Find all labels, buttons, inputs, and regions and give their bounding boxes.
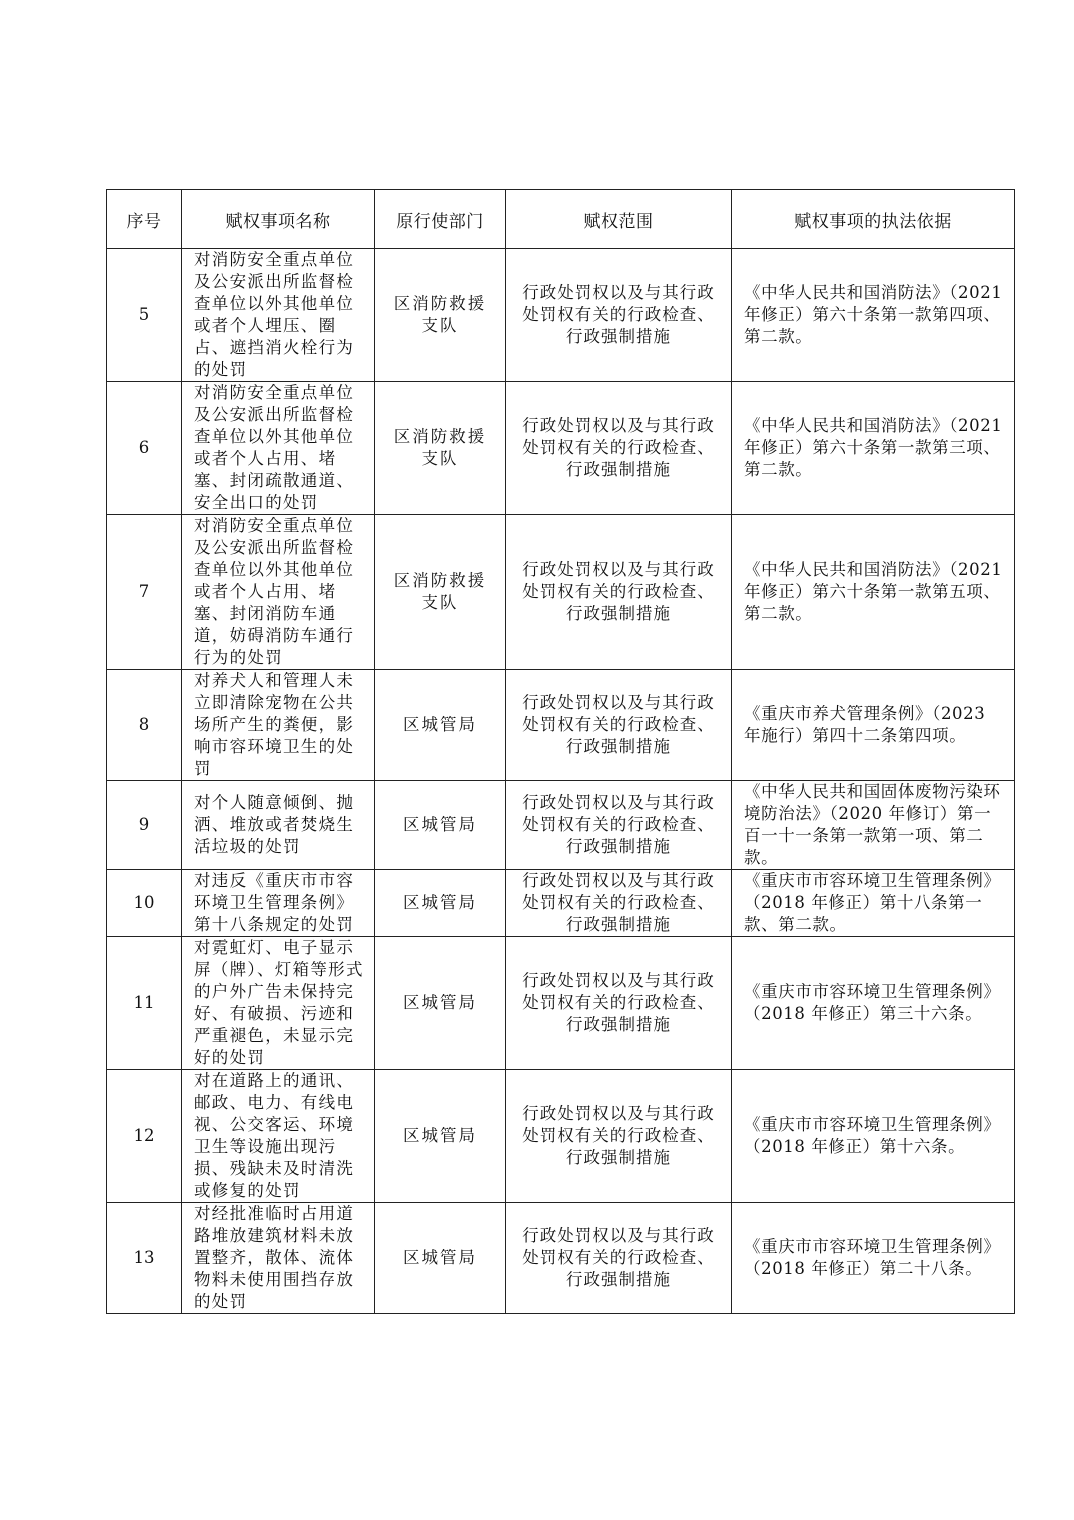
legal-basis: 《中华人民共和国消防法》（2021 年修正）第六十条第一款第三项、第二款。 <box>732 382 1015 515</box>
original-department: 区消防救援支队 <box>375 249 506 382</box>
table-row <box>107 1203 1015 1314</box>
row-number: 13 <box>107 1203 182 1314</box>
table-row <box>107 781 1015 870</box>
authorization-scope: 行政处罚权以及与其行政处罚权有关的行政检查、行政强制措施 <box>506 1203 732 1314</box>
original-department: 区城管局 <box>375 937 506 1070</box>
legal-basis: 《重庆市市容环境卫生管理条例》（2018 年修正）第三十六条。 <box>732 937 1015 1070</box>
table-row <box>107 937 1015 1070</box>
legal-basis: 《中华人民共和国固体废物污染环境防治法》（2020 年修订）第一百一十一条第一款第一项、第二款。 <box>732 781 1015 870</box>
original-department: 区消防救援支队 <box>375 515 506 670</box>
authorization-scope: 行政处罚权以及与其行政处罚权有关的行政检查、行政强制措施 <box>506 670 732 781</box>
legal-basis: 《重庆市市容环境卫生管理条例》（2018 年修正）第二十八条。 <box>732 1203 1015 1314</box>
item-name: 对消防安全重点单位及公安派出所监督检查单位以外其他单位或者个人占用、堵塞、封闭消防车通道，妨碍消防车通行行为的处罚 <box>182 515 375 670</box>
table-row <box>107 1070 1015 1203</box>
table-row <box>107 249 1015 382</box>
row-number: 6 <box>107 382 182 515</box>
item-name: 对霓虹灯、电子显示屏（牌）、灯箱等形式的户外广告未保持完好、有破损、污迹和严重褪色，未显示完好的处罚 <box>182 937 375 1070</box>
row-number: 5 <box>107 249 182 382</box>
authorization-scope: 行政处罚权以及与其行政处罚权有关的行政检查、行政强制措施 <box>506 382 732 515</box>
legal-basis: 《重庆市养犬管理条例》（2023 年施行）第四十二条第四项。 <box>732 670 1015 781</box>
original-department: 区城管局 <box>375 1070 506 1203</box>
authorization-scope: 行政处罚权以及与其行政处罚权有关的行政检查、行政强制措施 <box>506 937 732 1070</box>
original-department: 区消防救援支队 <box>375 382 506 515</box>
authorization-table <box>106 189 1015 1314</box>
header-row <box>107 190 1015 249</box>
original-department: 区城管局 <box>375 870 506 937</box>
authorization-scope: 行政处罚权以及与其行政处罚权有关的行政检查、行政强制措施 <box>506 515 732 670</box>
header-scope: 赋权范围 <box>506 190 732 249</box>
item-name: 对消防安全重点单位及公安派出所监督检查单位以外其他单位或者个人埋压、圈占、遮挡消火栓行为的处罚 <box>182 249 375 382</box>
authorization-scope: 行政处罚权以及与其行政处罚权有关的行政检查、行政强制措施 <box>506 1070 732 1203</box>
header-name: 赋权事项名称 <box>182 190 375 249</box>
authorization-scope: 行政处罚权以及与其行政处罚权有关的行政检查、行政强制措施 <box>506 249 732 382</box>
original-department: 区城管局 <box>375 781 506 870</box>
row-number: 12 <box>107 1070 182 1203</box>
authorization-scope: 行政处罚权以及与其行政处罚权有关的行政检查、行政强制措施 <box>506 781 732 870</box>
table-row <box>107 670 1015 781</box>
item-name: 对违反《重庆市市容环境卫生管理条例》第十八条规定的处罚 <box>182 870 375 937</box>
legal-basis: 《中华人民共和国消防法》（2021 年修正）第六十条第一款第五项、第二款。 <box>732 515 1015 670</box>
item-name: 对个人随意倾倒、抛洒、堆放或者焚烧生活垃圾的处罚 <box>182 781 375 870</box>
row-number: 8 <box>107 670 182 781</box>
row-number: 10 <box>107 870 182 937</box>
authorization-scope: 行政处罚权以及与其行政处罚权有关的行政检查、行政强制措施 <box>506 870 732 937</box>
legal-basis: 《中华人民共和国消防法》（2021 年修正）第六十条第一款第四项、第二款。 <box>732 249 1015 382</box>
table-row <box>107 870 1015 937</box>
header-no: 序号 <box>107 190 182 249</box>
item-name: 对在道路上的通讯、邮政、电力、有线电视、公交客运、环境卫生等设施出现污损、残缺未及时清洗或修复的处罚 <box>182 1070 375 1203</box>
item-name: 对消防安全重点单位及公安派出所监督检查单位以外其他单位或者个人占用、堵塞、封闭疏散通道、安全出口的处罚 <box>182 382 375 515</box>
table-row <box>107 515 1015 670</box>
header-dept: 原行使部门 <box>375 190 506 249</box>
item-name: 对经批准临时占用道路堆放建筑材料未放置整齐，散体、流体物料未使用围挡存放的处罚 <box>182 1203 375 1314</box>
item-name: 对养犬人和管理人未立即清除宠物在公共场所产生的粪便，影响市容环境卫生的处罚 <box>182 670 375 781</box>
legal-basis: 《重庆市市容环境卫生管理条例》（2018 年修正）第十六条。 <box>732 1070 1015 1203</box>
original-department: 区城管局 <box>375 1203 506 1314</box>
row-number: 11 <box>107 937 182 1070</box>
row-number: 7 <box>107 515 182 670</box>
legal-basis: 《重庆市市容环境卫生管理条例》（2018 年修正）第十八条第一款、第二款。 <box>732 870 1015 937</box>
row-number: 9 <box>107 781 182 870</box>
original-department: 区城管局 <box>375 670 506 781</box>
header-basis: 赋权事项的执法依据 <box>732 190 1015 249</box>
table-row <box>107 382 1015 515</box>
